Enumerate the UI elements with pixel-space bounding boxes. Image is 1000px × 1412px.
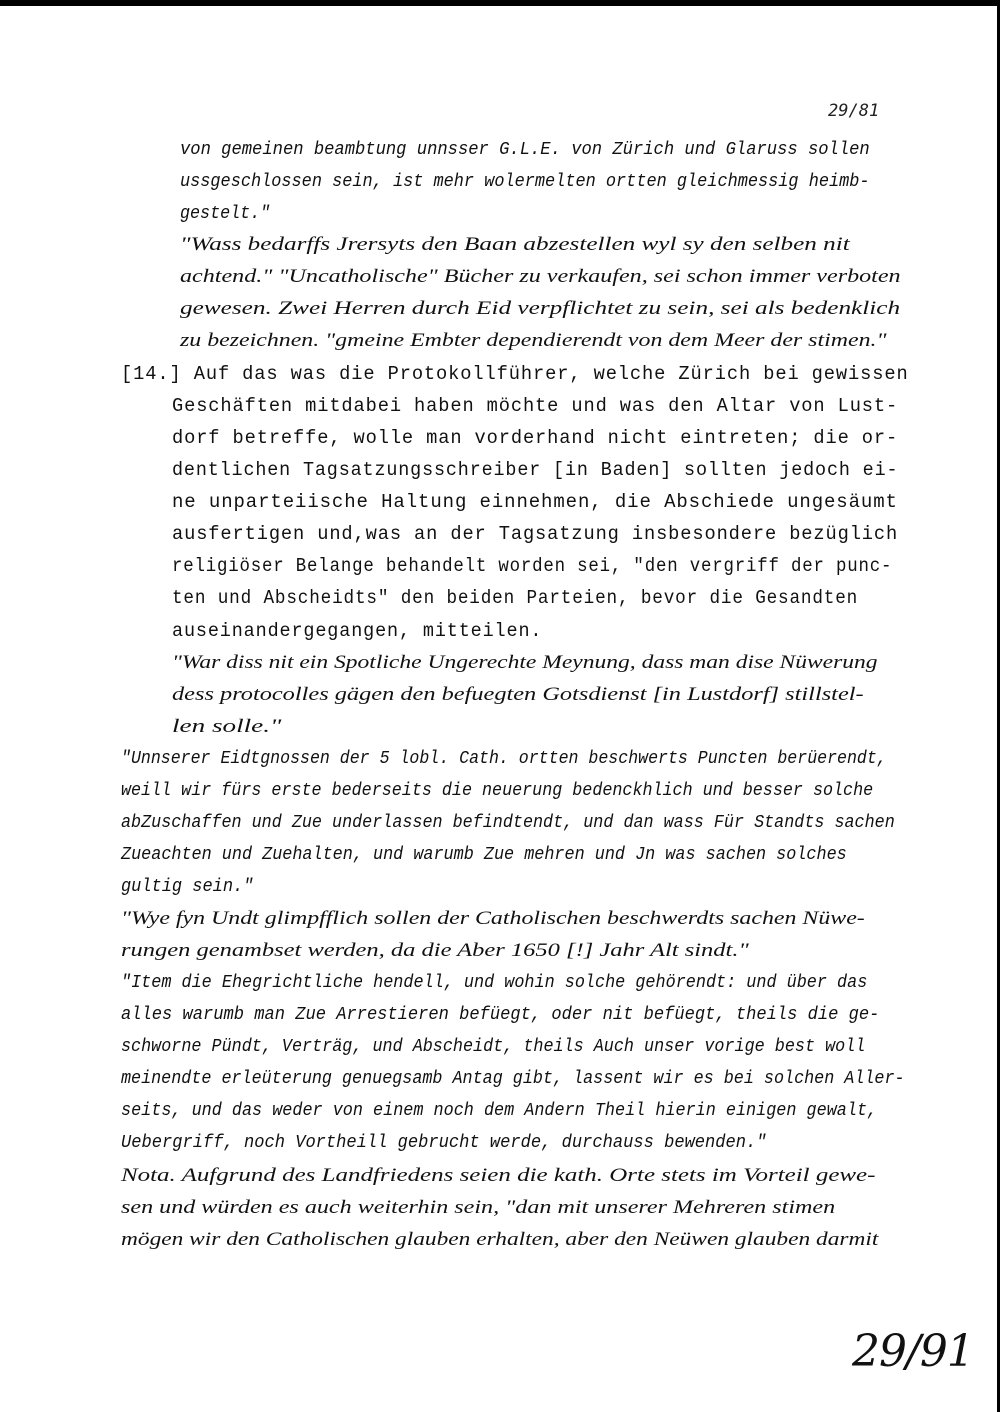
text-line: len solle.": [172, 716, 282, 737]
text-line: schworne Pündt, Verträg, und Abscheidt, theils Auch unser vorige best woll: [121, 1037, 866, 1057]
text-line: [14.] Auf das was die Protokollführer, welche Zürich bei gewissen: [121, 363, 909, 385]
text-line: Nota. Aufgrund des Landfriedens seien die kath. Orte stets im Vorteil gewe-: [121, 1165, 876, 1186]
text-line: "Unnserer Eidtgnossen der 5 lobl. Cath. ortten beschwerts Puncten berüerendt,: [121, 749, 887, 769]
text-line: mögen wir den Catholischen glauben erhalten, aber den Neüwen glauben darmit: [121, 1229, 879, 1250]
text-line: zu bezeichnen. "gmeine Embter dependierendt von dem Meer der stimen.": [180, 330, 887, 351]
text-line: ussgeschlossen sein, ist mehr wolermelten ortten gleichmessig heimb-: [180, 172, 870, 192]
text-line: religiöser Belange behandelt worden sei, "den vergriff der punc-: [172, 555, 893, 577]
text-line: "Wass bedarffs Jrersyts den Baan abzestellen wyl sy den selben nit: [180, 234, 850, 255]
text-line: "War diss nit ein Spotliche Ungerechte Meynung, dass man dise Nüwerung: [172, 652, 878, 673]
text-line: ten und Abscheidts" den beiden Parteien, bevor die Gesandten: [172, 587, 859, 609]
text-line: von gemeinen beambtung unnsser G.L.E. von Zürich und Glaruss sollen: [180, 140, 870, 160]
text-line: "Wye fyn Undt glimpfflich sollen der Catholischen beschwerdts sachen Nüwe-: [121, 908, 865, 929]
text-line: "Item die Ehegrichtliche hendell, und wohin solche gehörendt: und über das: [121, 973, 868, 993]
page-number: 29/81: [828, 101, 880, 121]
text-line: sen und würden es auch weiterhin sein, "dan mit unserer Mehreren stimen: [121, 1197, 836, 1218]
text-line: ne unparteiische Haltung einnehmen, die Abschiede ungesäumt: [172, 491, 898, 513]
text-line: achtend." "Uncatholische" Bücher zu verkaufen, sei schon immer verboten: [180, 266, 901, 287]
text-line: Geschäften mitdabei haben möchte und was den Altar von Lust-: [172, 395, 899, 417]
text-line: meinendte erleüterung genuegsamb Antag gibt, lassent wir es bei solchen Aller-: [121, 1069, 905, 1089]
text-line: seits, und das weder von einem noch dem Andern Theil hierin einigen gewalt,: [121, 1101, 878, 1121]
text-line: gultig sein.": [121, 877, 254, 897]
text-line: gewesen. Zwei Herren durch Eid verpflichtet zu sein, sei als bedenklich: [180, 298, 901, 319]
text-line: dess protocolles gägen den befuegten Gotsdienst [in Lustdorf] stillstel-: [172, 684, 864, 705]
text-line: alles warumb man Zue Arrestieren befüegt, oder nit befüegt, theils die ge-: [121, 1005, 880, 1025]
text-line: weill wir fürs erste bederseits die neuerung bedenckhlich und besser solche: [121, 781, 874, 801]
scan-border-top: [0, 0, 1000, 6]
text-line: abZuschaffen und Zue underlassen befindtendt, und dan wass Für Standts sachen: [121, 813, 895, 833]
text-line: Uebergriff, noch Vortheill gebrucht werde, durchauss bewenden.": [121, 1133, 767, 1153]
text-line: Zueachten und Zuehalten, und warumb Zue mehren und Jn was sachen solches: [121, 845, 847, 865]
handwritten-page-stamp: 29/91: [852, 1326, 974, 1377]
text-line: rungen genambset werden, da die Aber 1650 [!] Jahr Alt sindt.": [121, 940, 749, 961]
text-line: auseinandergegangen, mitteilen.: [172, 620, 543, 642]
text-line: gestelt.": [180, 204, 271, 224]
text-line: dorf betreffe, wolle man vorderhand nicht eintreten; die or-: [172, 427, 899, 449]
text-line: ausfertigen und,was an der Tagsatzung insbesondere bezüglich: [172, 523, 899, 545]
text-line: dentlichen Tagsatzungsschreiber [in Baden] sollten jedoch ei-: [172, 459, 899, 481]
